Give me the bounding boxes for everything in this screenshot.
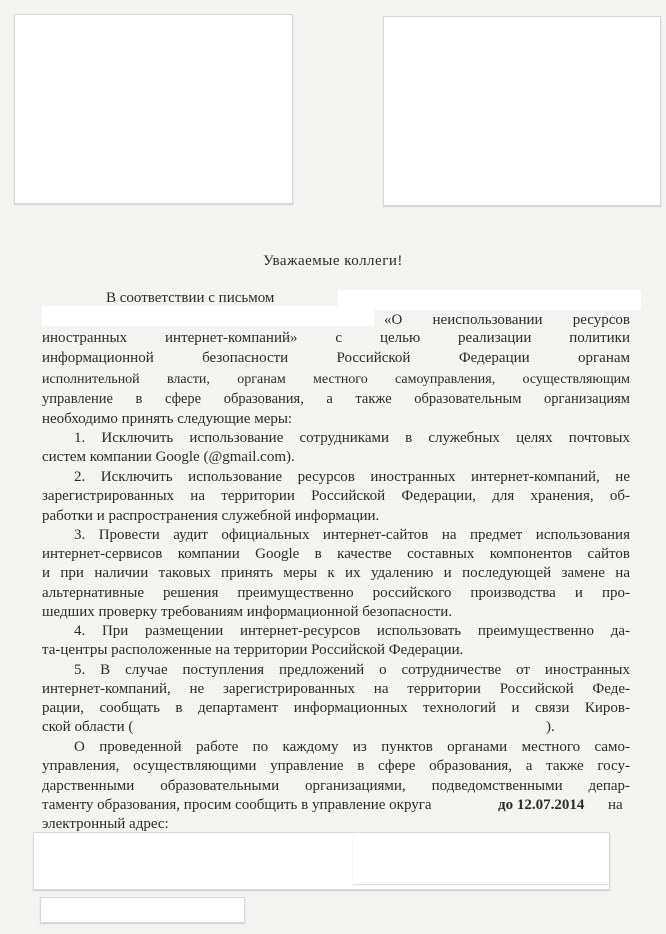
text-line: управление в сфере образования, а также образовательным организациям: [42, 391, 630, 407]
text-line: ).: [546, 719, 555, 735]
list-item-5: 5. В случае поступления предложений о сотрудничестве от иностранных: [74, 662, 630, 678]
paragraph-closing: О проведенной работе по каждому из пунктов органами местного само-: [74, 739, 630, 755]
text-line: рации, сообщать в департамент информационных технологий и связи Киров-: [42, 700, 630, 716]
list-item-3: 3. Провести аудит официальных интернет-сайтов на предмет использования: [74, 527, 630, 543]
text-line: необходимо принять следующие меры:: [42, 411, 293, 427]
text-line: интернет-сервисов компании Google в качестве составных компонентов сайтов: [42, 546, 630, 562]
text-line: работки и распространения служебной информации.: [42, 508, 380, 524]
redacted-letter-ref: [338, 290, 641, 310]
text-line: шедших проверку требованиям информационной безопасности.: [42, 604, 453, 620]
text-line: та-центры расположенные на территории Российской Федерации.: [42, 642, 464, 658]
text-line: зарегистрированных на территории Российской Федерации, для хранения, об-: [42, 488, 630, 504]
redacted-footer-signature: [353, 834, 609, 884]
redacted-contact: [148, 718, 446, 734]
list-item-4: 4. При размещении интернет-ресурсов использовать преимущественно да-: [74, 623, 630, 639]
text-line: информационной безопасности Российской Федерации органам: [42, 350, 630, 366]
text-line: интернет-компаний, не зарегистрированных на территории Российской Феде-: [42, 681, 630, 697]
email-label: электронный адрес:: [42, 816, 169, 832]
text-line: систем компании Google (@gmail.com).: [42, 449, 295, 465]
text-line: и при наличии таковых принять меры к их удалению и последующей замене на: [42, 565, 630, 581]
text-line: «О неиспользовании ресурсов: [384, 312, 630, 328]
list-item-1: 1. Исключить использование сотрудниками в служебных целях почтовых: [74, 430, 630, 446]
text-line: таменту образования, просим сообщить в управление округа: [42, 797, 432, 813]
redacted-header-right: [383, 16, 661, 206]
redacted-header-left: [14, 14, 293, 204]
redacted-email: [186, 816, 340, 832]
text-line: дарственными образовательными организациями, подведомственными депар-: [42, 778, 630, 794]
redacted-footer-bottom: [40, 897, 245, 923]
text-line: В соответствии с письмом: [106, 290, 275, 306]
text-line: ской области (: [42, 719, 134, 735]
deadline-date: до 12.07.2014: [498, 797, 585, 813]
text-line: альтернативные решения преимущественно российского производства и про-: [42, 585, 630, 601]
greeting: Уважаемые коллеги!: [263, 253, 403, 269]
text-line: иностранных интернет-компаний» с целью реализации политики: [42, 330, 630, 346]
text-line: управления, осуществляющими управление в сфере образования, а также госу-: [42, 758, 630, 774]
text-line: на: [608, 797, 623, 813]
text-line: исполнительной власти, органам местного самоуправления, осуществляющим: [42, 372, 630, 387]
list-item-2: 2. Исключить использование ресурсов иностранных интернет-компаний, не: [74, 469, 630, 485]
redacted-letter-ref-2: [42, 306, 374, 326]
